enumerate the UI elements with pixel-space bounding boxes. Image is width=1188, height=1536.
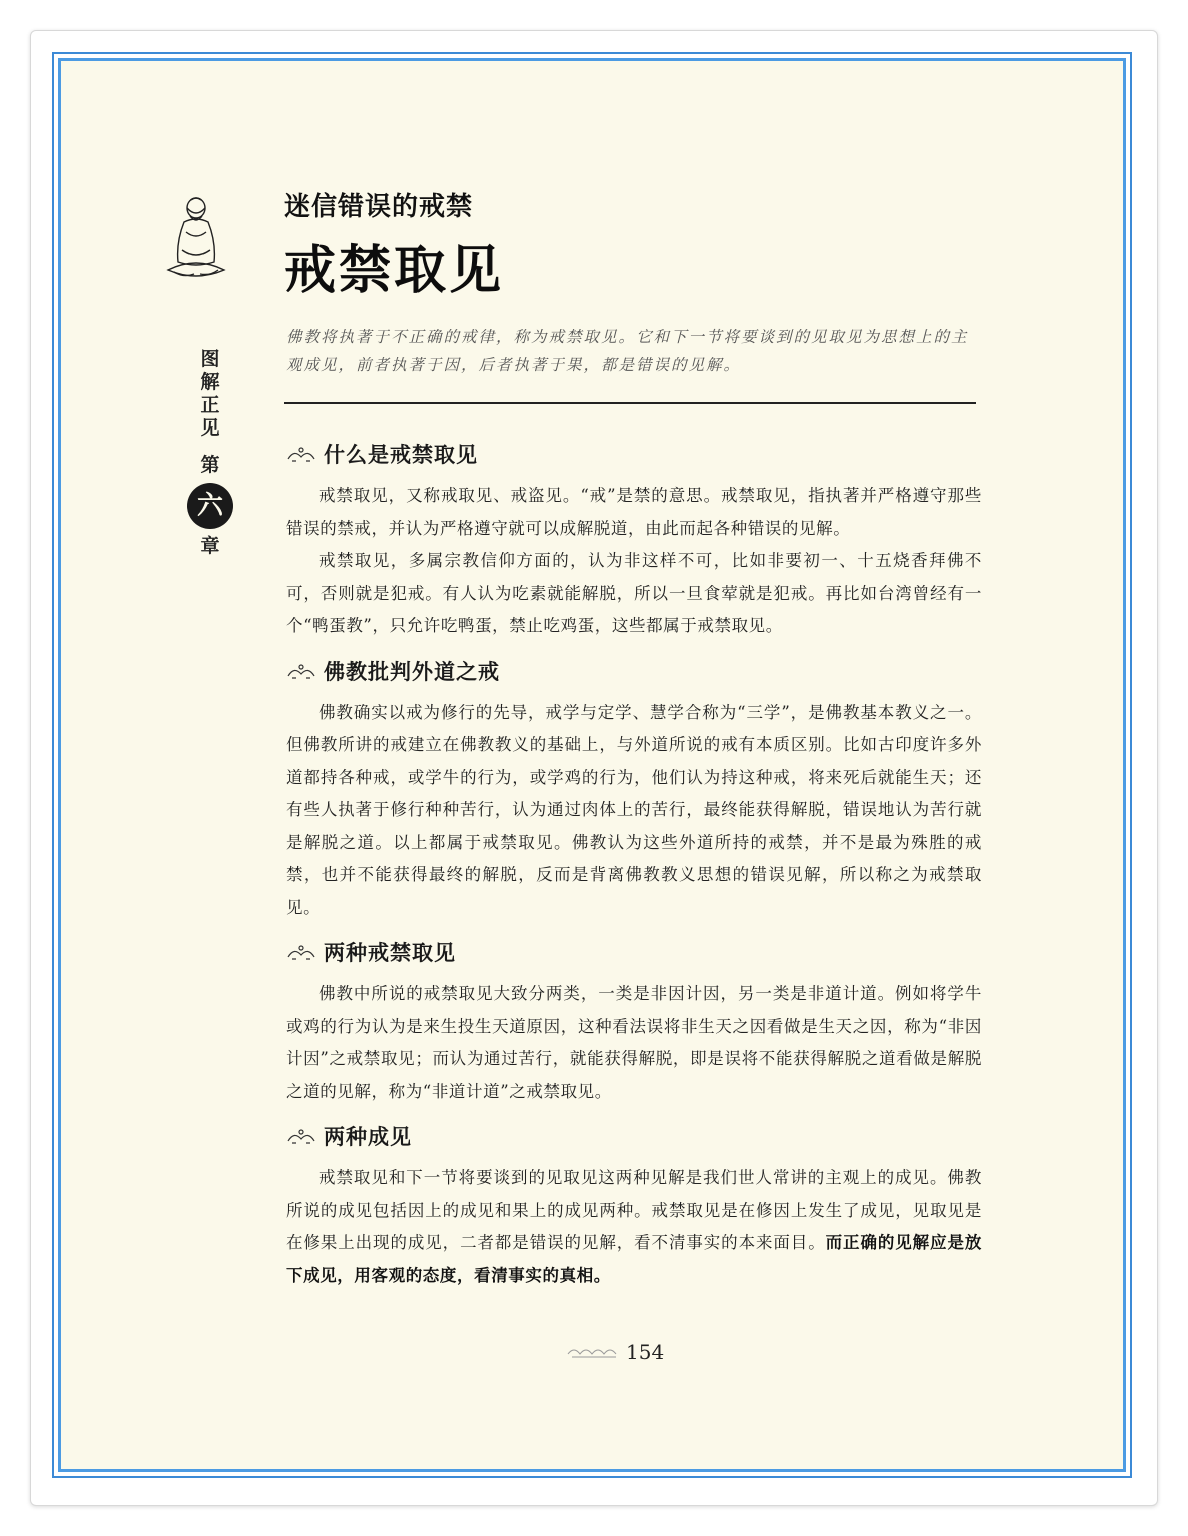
- book-title-char: 图: [200, 348, 220, 370]
- book-title-char: 见: [200, 417, 220, 439]
- book-title-char: 正: [200, 394, 220, 416]
- divider: [284, 402, 976, 404]
- page-title: 戒禁取见: [284, 240, 505, 301]
- section-heading-text: 什么是戒禁取见: [324, 442, 478, 467]
- chapter-number-badge: 六: [187, 483, 233, 529]
- section-heading: [286, 934, 982, 970]
- monk-illustration-icon: [160, 192, 232, 284]
- section-heading-text: 佛教批判外道之戒: [324, 658, 500, 684]
- paragraph: 佛教中所说的戒禁取见大致分两类，一类是非因计因，另一类是非道计道。例如将学牛或鸡的行为认为是来生投生天道原因，这种看法误将非生天之因看做是生天之因，称为“非因计因”之戒禁取见；而认为通过苦行，就能获得解脱，即是误将不能获得解脱之道看做是解脱之道的见解，称为“非道计道”之戒禁取见。: [286, 984, 982, 1101]
- lotus-ornament-icon: [286, 943, 316, 961]
- chapter-side-label: [196, 348, 224, 558]
- intro-paragraph: 佛教将执著于不正确的戒律，称为戒禁取见。它和下一节将要谈到的见取见为思想上的主观成见，前者执著于因，后者执著于果，都是错误的见解。: [286, 328, 969, 374]
- section: [286, 1118, 982, 1292]
- lotus-ornament-icon: [286, 1127, 316, 1145]
- cloud-ornament-icon: [566, 1344, 622, 1360]
- chapter-suffix: 章: [200, 535, 220, 557]
- section-heading: [286, 436, 982, 472]
- paragraph: 戒禁取见，又称戒取见、戒盗见。“戒”是禁的意思。戒禁取见，指执著并严格遵守那些错误的禁戒，并认为严格遵守就可以成解脱道，由此而起各种错误的见解。: [286, 486, 982, 538]
- paragraph: [286, 1162, 982, 1292]
- section-heading-text: 两种戒禁取见: [324, 940, 456, 965]
- page-number: [566, 1340, 664, 1364]
- lotus-ornament-icon: [286, 662, 316, 680]
- section: [286, 653, 982, 925]
- book-title-char: 解: [200, 371, 220, 393]
- section-heading-text: 两种成见: [324, 1124, 412, 1149]
- main-content: [286, 436, 982, 1302]
- chapter-prefix: 第: [200, 454, 220, 476]
- section: [286, 436, 982, 643]
- section-heading: [286, 653, 982, 689]
- lotus-ornament-icon: [286, 445, 316, 463]
- paragraph-text: 戒禁取见和下一节将要谈到的见取见这两种见解是我们世人常讲的主观上的成见。佛教所说的成见包括因上的成见和果上的成见两种。戒禁取见是在修因上发生了成见，见取见是在修果上出现的成见，二者都是错误的见解，看不清事实的本来面目。: [286, 1168, 982, 1252]
- page-number-text: 154: [626, 1340, 665, 1364]
- conclusion-bold-text: 而正确的见解应是放下成见，用客观的态度，看清事实的真相。: [286, 1233, 982, 1285]
- paragraph: 佛教确实以戒为修行的先导，戒学与定学、慧学合称为“三学”，是佛教基本教义之一。但佛教所讲的戒建立在佛教教义的基础上，与外道所说的戒有本质区别。比如古印度许多外道都持各种戒，或学牛的行为，或学鸡的行为，他们认为持这种戒，将来死后就能生天；还有些人执著于修行种种苦行，认为通过肉体上的苦行，最终能获得解脱，错误地认为苦行就是解脱之道。以上都属于戒禁取见。佛教认为这些外道所持的戒禁，并不是最为殊胜的戒禁，也并不能获得最终的解脱，反而是背离佛教教义思想的错误见解，所以称之为戒禁取见。: [286, 702, 982, 917]
- paragraph: 戒禁取见，多属宗教信仰方面的，认为非这样不可，比如非要初一、十五烧香拜佛不可，否则就是犯戒。有人认为吃素就能解脱，所以一旦食荤就是犯戒。再比如台湾曾经有一个“鸭蛋教”，只允许吃鸭蛋，禁止吃鸡蛋，这些都属于戒禁取见。: [286, 551, 982, 635]
- page-subtitle: 迷信错误的戒禁: [284, 192, 474, 222]
- section: [286, 934, 982, 1108]
- section-heading: [286, 1118, 982, 1154]
